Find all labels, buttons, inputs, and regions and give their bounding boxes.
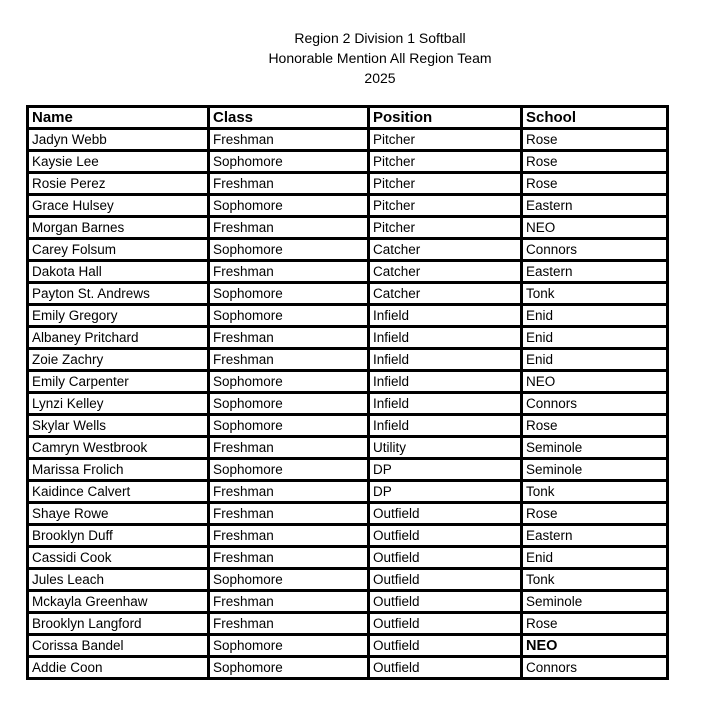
cell-position: Outfield — [370, 570, 520, 589]
cell-position: Catcher — [370, 262, 520, 281]
cell-school: Tonk — [523, 570, 666, 589]
cell-name: Camryn Westbrook — [29, 438, 207, 457]
cell-school: NEO — [523, 372, 666, 391]
cell-name: Marissa Frolich — [29, 460, 207, 479]
cell-class: Freshman — [210, 504, 367, 523]
cell-name: Zoie Zachry — [29, 350, 207, 369]
cell-class: Freshman — [210, 218, 367, 237]
cell-name: Kaidince Calvert — [29, 482, 207, 501]
cell-position: DP — [370, 482, 520, 501]
cell-name: Mckayla Greenhaw — [29, 592, 207, 611]
cell-position: Outfield — [370, 658, 520, 677]
table-row — [29, 658, 666, 677]
title-line-1: Region 2 Division 1 Softball — [294, 30, 466, 46]
cell-school: NEO — [523, 218, 666, 237]
cell-class: Sophomore — [210, 394, 367, 413]
cell-class: Sophomore — [210, 306, 367, 325]
cell-name: Jules Leach — [29, 570, 207, 589]
cell-name: Payton St. Andrews — [29, 284, 207, 303]
cell-school: Enid — [523, 328, 666, 347]
cell-name: Morgan Barnes — [29, 218, 207, 237]
document-title — [0, 28, 724, 88]
cell-school: Rose — [523, 152, 666, 171]
table-row — [29, 262, 666, 281]
cell-school: Enid — [523, 350, 666, 369]
cell-name: Albaney Pritchard — [29, 328, 207, 347]
cell-position: Outfield — [370, 548, 520, 567]
cell-position: Infield — [370, 328, 520, 347]
table-row — [29, 284, 666, 303]
cell-name: Skylar Wells — [29, 416, 207, 435]
roster-table — [26, 105, 669, 680]
cell-school: Seminole — [523, 592, 666, 611]
title-line-2: Honorable Mention All Region Team — [268, 50, 492, 66]
cell-position: Outfield — [370, 592, 520, 611]
cell-position: Pitcher — [370, 218, 520, 237]
cell-name: Carey Folsum — [29, 240, 207, 259]
cell-class: Sophomore — [210, 460, 367, 479]
table-row — [29, 438, 666, 457]
cell-class: Freshman — [210, 174, 367, 193]
cell-position: Infield — [370, 416, 520, 435]
header-row — [29, 108, 666, 127]
cell-name: Emily Carpenter — [29, 372, 207, 391]
cell-name: Dakota Hall — [29, 262, 207, 281]
cell-name: Jadyn Webb — [29, 130, 207, 149]
table-row — [29, 460, 666, 479]
table-row — [29, 174, 666, 193]
table-body — [29, 130, 666, 677]
cell-name: Lynzi Kelley — [29, 394, 207, 413]
cell-class: Freshman — [210, 592, 367, 611]
column-header-name: Name — [29, 108, 207, 127]
cell-class: Sophomore — [210, 636, 367, 655]
table-row — [29, 636, 666, 655]
table-row — [29, 570, 666, 589]
cell-school: Rose — [523, 416, 666, 435]
table-row — [29, 306, 666, 325]
cell-school: Tonk — [523, 482, 666, 501]
cell-school: Rose — [523, 174, 666, 193]
cell-school: Eastern — [523, 262, 666, 281]
cell-class: Freshman — [210, 350, 367, 369]
cell-class: Sophomore — [210, 240, 367, 259]
cell-class: Sophomore — [210, 570, 367, 589]
cell-class: Freshman — [210, 482, 367, 501]
cell-class: Freshman — [210, 548, 367, 567]
cell-position: Outfield — [370, 504, 520, 523]
cell-class: Freshman — [210, 438, 367, 457]
cell-name: Brooklyn Langford — [29, 614, 207, 633]
cell-class: Freshman — [210, 262, 367, 281]
cell-school: Connors — [523, 240, 666, 259]
cell-school: NEO — [523, 636, 666, 655]
table-row — [29, 240, 666, 259]
cell-position: Catcher — [370, 240, 520, 259]
table-row — [29, 416, 666, 435]
cell-class: Freshman — [210, 526, 367, 545]
title-line-3: 2025 — [364, 70, 396, 86]
cell-position: Pitcher — [370, 196, 520, 215]
cell-position: Pitcher — [370, 130, 520, 149]
table-row — [29, 394, 666, 413]
column-header-class: Class — [210, 108, 367, 127]
table-row — [29, 328, 666, 347]
table-row — [29, 152, 666, 171]
cell-school: Seminole — [523, 438, 666, 457]
cell-position: Outfield — [370, 636, 520, 655]
cell-class: Sophomore — [210, 658, 367, 677]
cell-school: Eastern — [523, 526, 666, 545]
cell-school: Connors — [523, 658, 666, 677]
cell-school: Eastern — [523, 196, 666, 215]
cell-school: Rose — [523, 504, 666, 523]
table-row — [29, 504, 666, 523]
cell-class: Freshman — [210, 328, 367, 347]
cell-position: DP — [370, 460, 520, 479]
cell-name: Emily Gregory — [29, 306, 207, 325]
cell-class: Sophomore — [210, 196, 367, 215]
table-row — [29, 196, 666, 215]
table-row — [29, 372, 666, 391]
cell-position: Catcher — [370, 284, 520, 303]
cell-school: Rose — [523, 614, 666, 633]
cell-name: Shaye Rowe — [29, 504, 207, 523]
cell-name: Kaysie Lee — [29, 152, 207, 171]
cell-name: Addie Coon — [29, 658, 207, 677]
cell-school: Seminole — [523, 460, 666, 479]
cell-name: Corissa Bandel — [29, 636, 207, 655]
cell-position: Infield — [370, 306, 520, 325]
cell-class: Freshman — [210, 130, 367, 149]
table-row — [29, 350, 666, 369]
cell-class: Freshman — [210, 614, 367, 633]
table-row — [29, 526, 666, 545]
cell-position: Infield — [370, 394, 520, 413]
table-row — [29, 614, 666, 633]
cell-class: Sophomore — [210, 152, 367, 171]
cell-school: Enid — [523, 306, 666, 325]
table-row — [29, 482, 666, 501]
cell-name: Grace Hulsey — [29, 196, 207, 215]
cell-position: Outfield — [370, 526, 520, 545]
cell-position: Infield — [370, 372, 520, 391]
cell-position: Pitcher — [370, 174, 520, 193]
cell-school: Enid — [523, 548, 666, 567]
table-row — [29, 592, 666, 611]
cell-name: Brooklyn Duff — [29, 526, 207, 545]
cell-school: Tonk — [523, 284, 666, 303]
cell-name: Rosie Perez — [29, 174, 207, 193]
table-row — [29, 548, 666, 567]
table-row — [29, 218, 666, 237]
cell-position: Utility — [370, 438, 520, 457]
column-header-school: School — [523, 108, 666, 127]
cell-name: Cassidi Cook — [29, 548, 207, 567]
column-header-position: Position — [370, 108, 520, 127]
cell-position: Outfield — [370, 614, 520, 633]
cell-class: Sophomore — [210, 372, 367, 391]
cell-school: Connors — [523, 394, 666, 413]
cell-position: Pitcher — [370, 152, 520, 171]
cell-class: Sophomore — [210, 284, 367, 303]
cell-school: Rose — [523, 130, 666, 149]
cell-position: Infield — [370, 350, 520, 369]
cell-class: Sophomore — [210, 416, 367, 435]
table-row — [29, 130, 666, 149]
